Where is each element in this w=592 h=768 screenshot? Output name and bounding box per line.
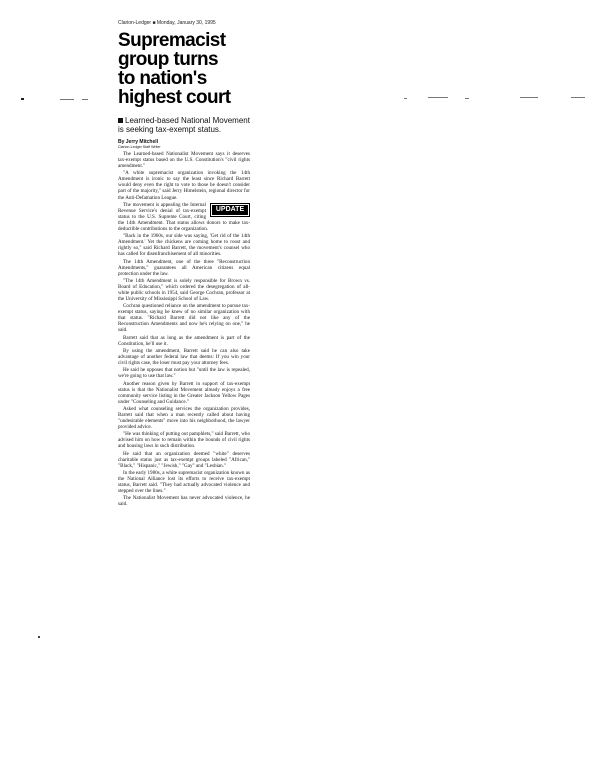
article-paragraph: "A white supremacist organization invoking the 14th Amendment is ironic to say the least since Richard Barrett would deny even the right to vote to those he doesn't consider part of the majority," said Jerry Himelstein, regional director for the Anti-Defamation League. (118, 170, 250, 201)
article-paragraph: The Nationalist Movement has never advocated violence, he said. (118, 495, 250, 508)
article-paragraph: The movement is appealing the Internal Revenue Service's denial of tax-exempt status to the U.S. Supreme Court, citing the 14th Amendment. That status allows donors to make tax-deductible contributions to the organization. (118, 201, 250, 232)
article-body (118, 151, 250, 507)
article-paragraph: The 14th Amendment, one of the three "Reconstruction Amendments," guarantees all American citizens equal protection under the law. (118, 258, 250, 277)
scan-speck (465, 98, 469, 99)
article-paragraph: In the early 1980s, a white supremacist organization known as the National Alliance lost its efforts to receive tax-exempt status, Barrett said. "They had actually advocated violence and stepped over the lines." (118, 469, 250, 495)
deck-text: Learned-based National Movement is seeking tax-exempt status. (118, 116, 250, 134)
article-paragraph: He said he opposes that notion but "until the law is repealed, we're going to use that law." (118, 367, 250, 380)
dateline: Clarion-Ledger ■ Monday, January 30, 1995 (118, 20, 216, 26)
deck (118, 116, 250, 134)
scan-speck (60, 99, 74, 100)
article-paragraph: "Back in the 1960s, our side was saying, 'Get rid of the 14th Amendment.' Yet the chickens are coming home to roost and rightly so," said Richard Barrett, the movement's counsel who has called for disenfranchisement of all minorities. (118, 233, 250, 258)
article-paragraph: By using the amendment, Barrett said he can also take advantage of another federal law that deems: If you win your civil rights case, the loser must pay your attorney fees. (118, 347, 250, 367)
scan-speck (520, 97, 538, 98)
update-label: UPDATE (212, 205, 248, 215)
scan-speck (428, 97, 448, 98)
scan-speck (82, 99, 88, 100)
headline-line: Supremacist (118, 30, 226, 51)
update-box (210, 203, 250, 217)
article-paragraph: "The 14th Amendment is solely responsible for Brown vs. Board of Education," which ordered the desegregation of all-white public schools in 1954, said George Cochran, professor at the University of Mississippi School of Law. (118, 277, 250, 303)
article-paragraph: Another reason given by Barrett in support of tax-exempt status is that the Nationalist Movement already enjoys a free community service listing in the Greater Jackson Yellow Pages under "Counseling and Guidance." (118, 380, 250, 405)
article-paragraph: Asked what counseling services the organization provides, Barrett said that when a man recently called about having "undesirable elements" move into his neighborhood, the lawyer provided advice. (118, 405, 250, 431)
byline: By Jerry Mitchell (118, 139, 159, 145)
headline-line: to nation's (118, 68, 207, 89)
article-paragraph: Barrett said that as long as the amendment is part of the Constitution, he'll use it. (118, 334, 250, 347)
article-paragraph: "He was thinking of putting out pamphlets," said Barrett, who advised him on how to remain within the bounds of civil rights and housing laws in such distribution. (118, 431, 250, 450)
scan-speck (404, 98, 407, 99)
scan-speck (571, 97, 585, 98)
bullet-square-icon (118, 118, 123, 123)
article-paragraph: The Learned-based Nationalist Movement says it deserves tax-exempt status based on the U.S. Constitution's "civil rights amendment." (118, 151, 250, 170)
headline-line: highest court (118, 87, 231, 108)
scan-speck (38, 636, 40, 638)
article-paragraph: He said that an organization deemed "white" deserves charitable status just as tax-exempt groups labeled "African," "Black," "Hispanic," "Jewish," "Gay" and "Lesbian." (118, 450, 250, 469)
byline-title: Clarion-Ledger Staff Writer (118, 145, 161, 149)
headline-line: group turns (118, 49, 218, 70)
newspaper-clipping (118, 20, 250, 509)
headline (118, 31, 250, 107)
article-paragraph: Cochran questioned reliance on the amendment to pursue tax-exempt status, saying he knew of no similar organization with that status. "Richard Barrett did not like any of the Reconstruction Amendments and now he's relying on one," he said. (118, 303, 250, 334)
scan-speck (21, 98, 24, 100)
